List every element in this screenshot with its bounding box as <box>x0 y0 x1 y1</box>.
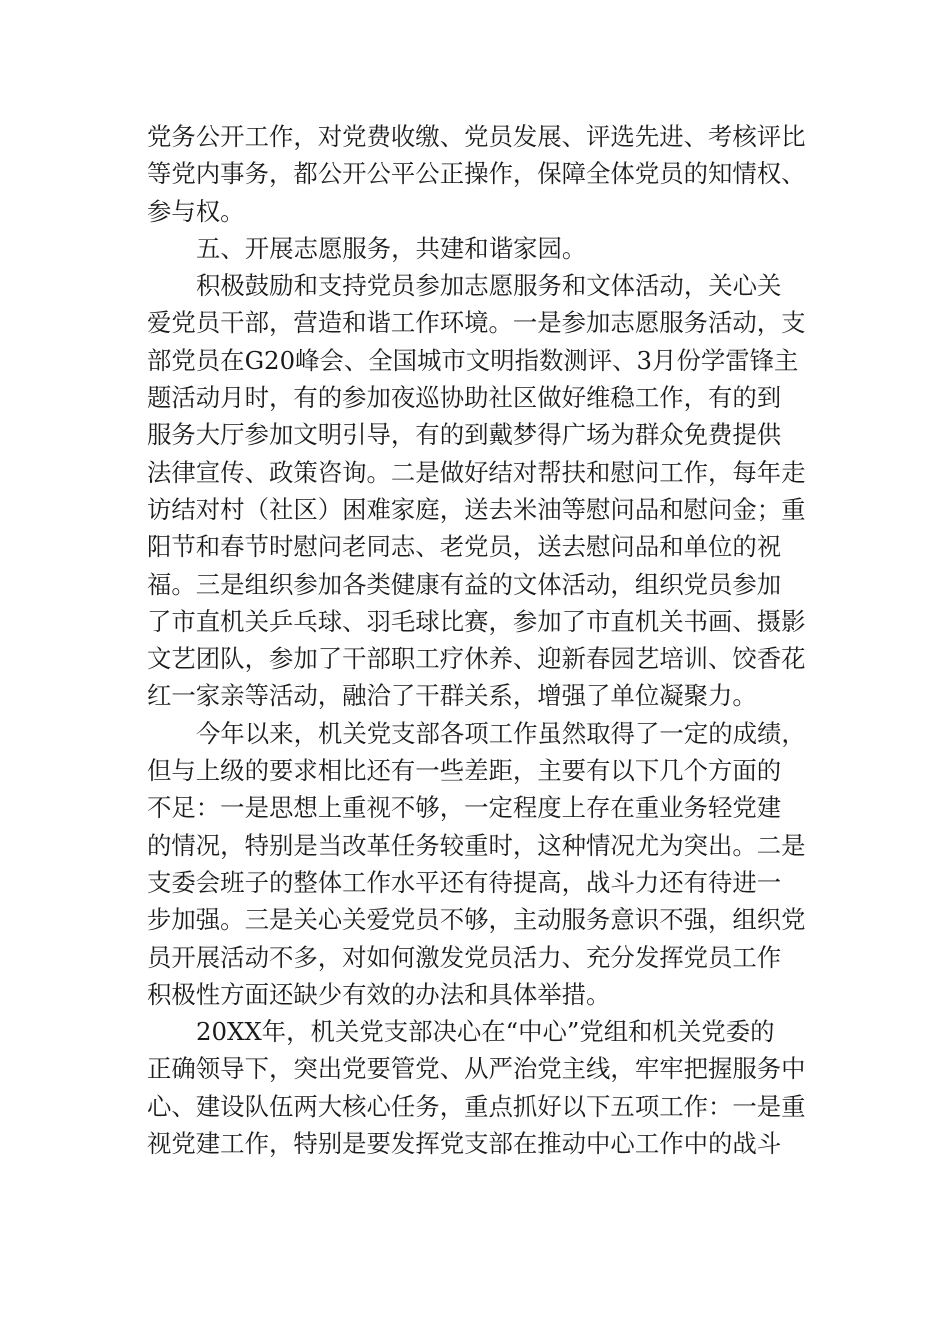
text-line: 员开展活动不多，对如何激发党员活力、充分发挥党员工作 <box>147 942 782 972</box>
text-line: 正确领导下，突出党要管党、从严治党主线，牢牢把握服务中 <box>147 1054 806 1084</box>
text-line: 党务公开工作，对党费收缴、党员发展、评选先进、考核评比 <box>147 122 806 151</box>
text-line: 红一家亲等活动，融洽了干群关系，增强了单位凝聚力。 <box>147 681 757 711</box>
text-line: 支委会班子的整体工作水平还有待提高，战斗力还有待进一 <box>147 867 782 897</box>
document-body <box>147 118 812 1162</box>
text-line: 福。三是组织参加各类健康有益的文体活动，组织党员参加 <box>147 569 782 599</box>
text-line: 访结对村（社区）困难家庭，送去米油等慰问品和慰问金；重 <box>147 494 806 524</box>
text-line: 今年以来，机关党支部各项工作虽然取得了一定的成绩， <box>196 718 806 748</box>
text-line: 积极性方面还缺少有效的办法和具体举措。 <box>147 979 611 1009</box>
text-line: 了市直机关乒乓球、羽毛球比赛，参加了市直机关书画、摄影 <box>147 606 806 636</box>
text-line: 不足：一是思想上重视不够，一定程度上存在重业务轻党建 <box>147 793 782 823</box>
text-line: 步加强。三是关心关爱党员不够，主动服务意识不强，组织党 <box>147 905 806 935</box>
text-line: 题活动月时，有的参加夜巡协助社区做好维稳工作，有的到 <box>147 383 782 413</box>
text-line: 参与权。 <box>147 196 245 226</box>
text-line: 文艺团队，参加了干部职工疗休养、迎新春园艺培训、饺香花 <box>147 644 806 674</box>
section-heading: 五、开展志愿服务，共建和谐家园。 <box>196 233 587 263</box>
text-line: 部党员在G20峰会、全国城市文明指数测评、3月份学雷锋主 <box>147 345 799 375</box>
text-line: 心、建设队伍两大核心任务，重点抓好以下五项工作：一是重 <box>147 1091 806 1121</box>
text-line: 20XX年，机关党支部决心在“中心”党组和机关党委的 <box>196 1017 775 1047</box>
text-line: 的情况，特别是当改革任务较重时，这种情况尤为突出。二是 <box>147 830 806 860</box>
text-line: 但与上级的要求相比还有一些差距，主要有以下几个方面的 <box>147 756 782 786</box>
text-line: 积极鼓励和支持党员参加志愿服务和文体活动，关心关 <box>196 271 782 301</box>
text-line: 阳节和春节时慰问老同志、老党员，送去慰问品和单位的祝 <box>147 532 782 562</box>
text-line: 服务大厅参加文明引导，有的到戴梦得广场为群众免费提供 <box>147 420 782 450</box>
text-line: 法律宣传、政策咨询。二是做好结对帮扶和慰问工作，每年走 <box>147 457 806 487</box>
text-line: 视党建工作，特别是要发挥党支部在推动中心工作中的战斗 <box>147 1129 782 1159</box>
text-line: 爱党员干部，营造和谐工作环境。一是参加志愿服务活动，支 <box>147 308 806 338</box>
text-line: 等党内事务，都公开公平公正操作，保障全体党员的知情权、 <box>147 159 806 189</box>
